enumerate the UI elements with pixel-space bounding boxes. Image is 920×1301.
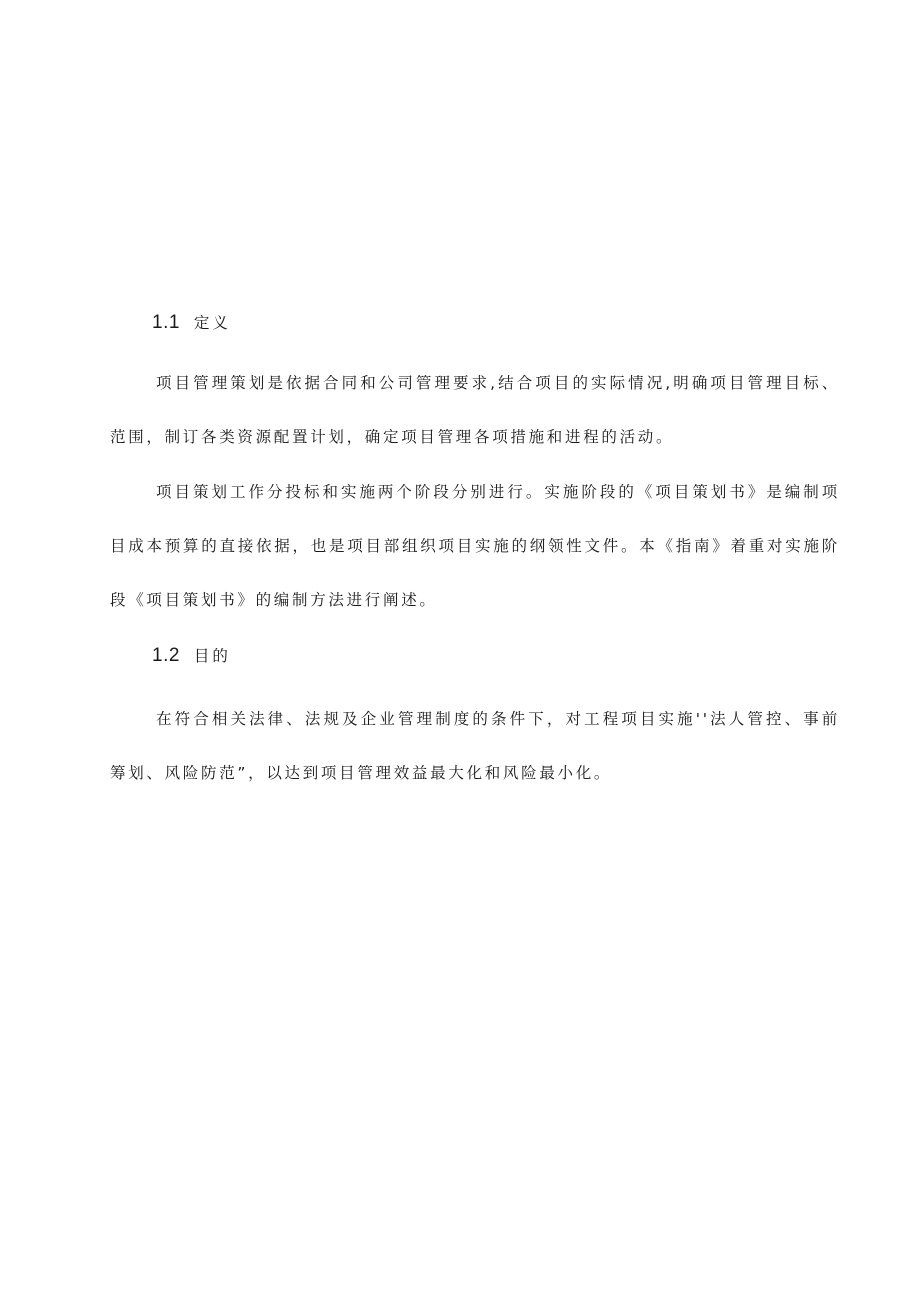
paragraph-purpose-1: 在符合相关法律、法规及企业管理制度的条件下，对工程项目实施''法人管控、事前筹划、风险防范”，以达到项目管理效益最大化和风险最小化。: [110, 710, 840, 782]
section-heading-definition: [152, 311, 231, 334]
section-title: 目的: [193, 647, 231, 665]
paragraph-definition-2: 项目策划工作分投标和实施两个阶段分别进行。实施阶段的《项目策划书》是编制项目成本预算的直接依据，也是项目部组织项目实施的纲领性文件。本《指南》着重对实施阶段《项目策划书》的编制方法进行阐述。: [110, 483, 840, 609]
section-number: 1.2: [152, 645, 180, 666]
section-title: 定义: [193, 314, 231, 332]
section-heading-purpose: [152, 644, 231, 667]
section-number: 1.1: [152, 312, 180, 333]
paragraph-definition-1: 项目管理策划是依据合同和公司管理要求,结合项目的实际情况,明确项目管理目标、范围，制订各类资源配置计划，确定项目管理各项措施和进程的活动。: [110, 374, 840, 446]
